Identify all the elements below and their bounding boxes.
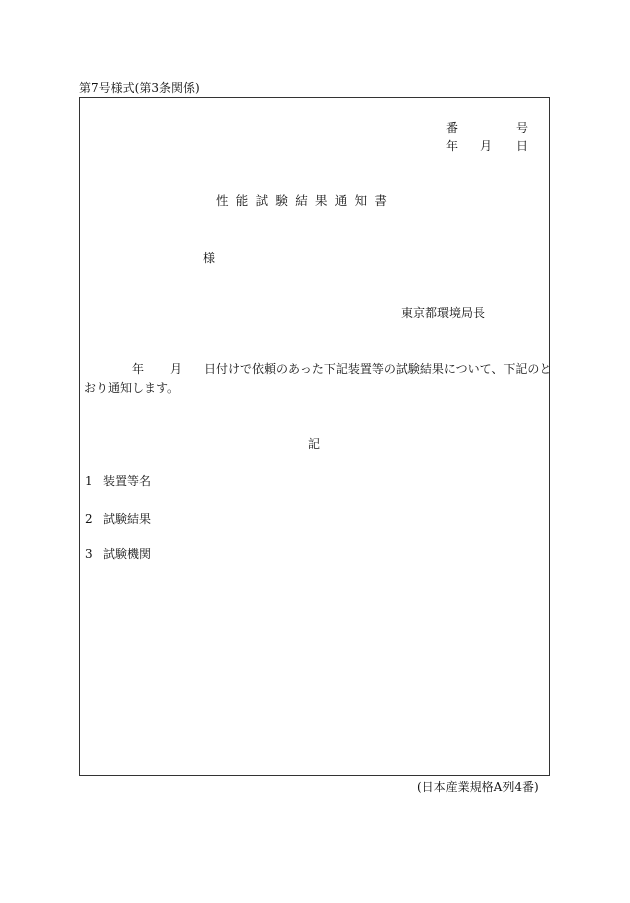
number-label: 番 — [446, 121, 459, 135]
date-year-label: 年 — [446, 139, 459, 153]
item-number: 1 — [85, 474, 93, 488]
issuer-name: 東京都環境局長 — [401, 306, 486, 320]
body-year-label: 年 — [132, 362, 145, 376]
addressee-suffix: 様 — [203, 251, 216, 265]
body-month-label: 月 — [170, 362, 183, 376]
record-heading: 記 — [308, 437, 321, 451]
date-month-label: 月 — [480, 139, 493, 153]
item-label-device-name: 装置等名 — [103, 474, 152, 488]
number-suffix: 号 — [516, 121, 529, 135]
item-number: 2 — [85, 512, 93, 526]
body-text-line-1: 日付けで依頼のあった下記装置等の試験結果について、下記のと — [204, 362, 552, 376]
form-number-label: 第7号様式(第3条関係) — [79, 81, 200, 95]
item-label-test-result: 試験結果 — [103, 512, 152, 526]
item-number: 3 — [85, 547, 93, 561]
item-label-test-institution: 試験機関 — [103, 547, 152, 561]
date-day-label: 日 — [516, 139, 529, 153]
body-text-line-2: おり通知します。 — [84, 381, 180, 395]
document-title: 性能試験結果通知書 — [216, 193, 395, 208]
paper-size-note: (日本産業規格A列4番) — [417, 780, 539, 794]
